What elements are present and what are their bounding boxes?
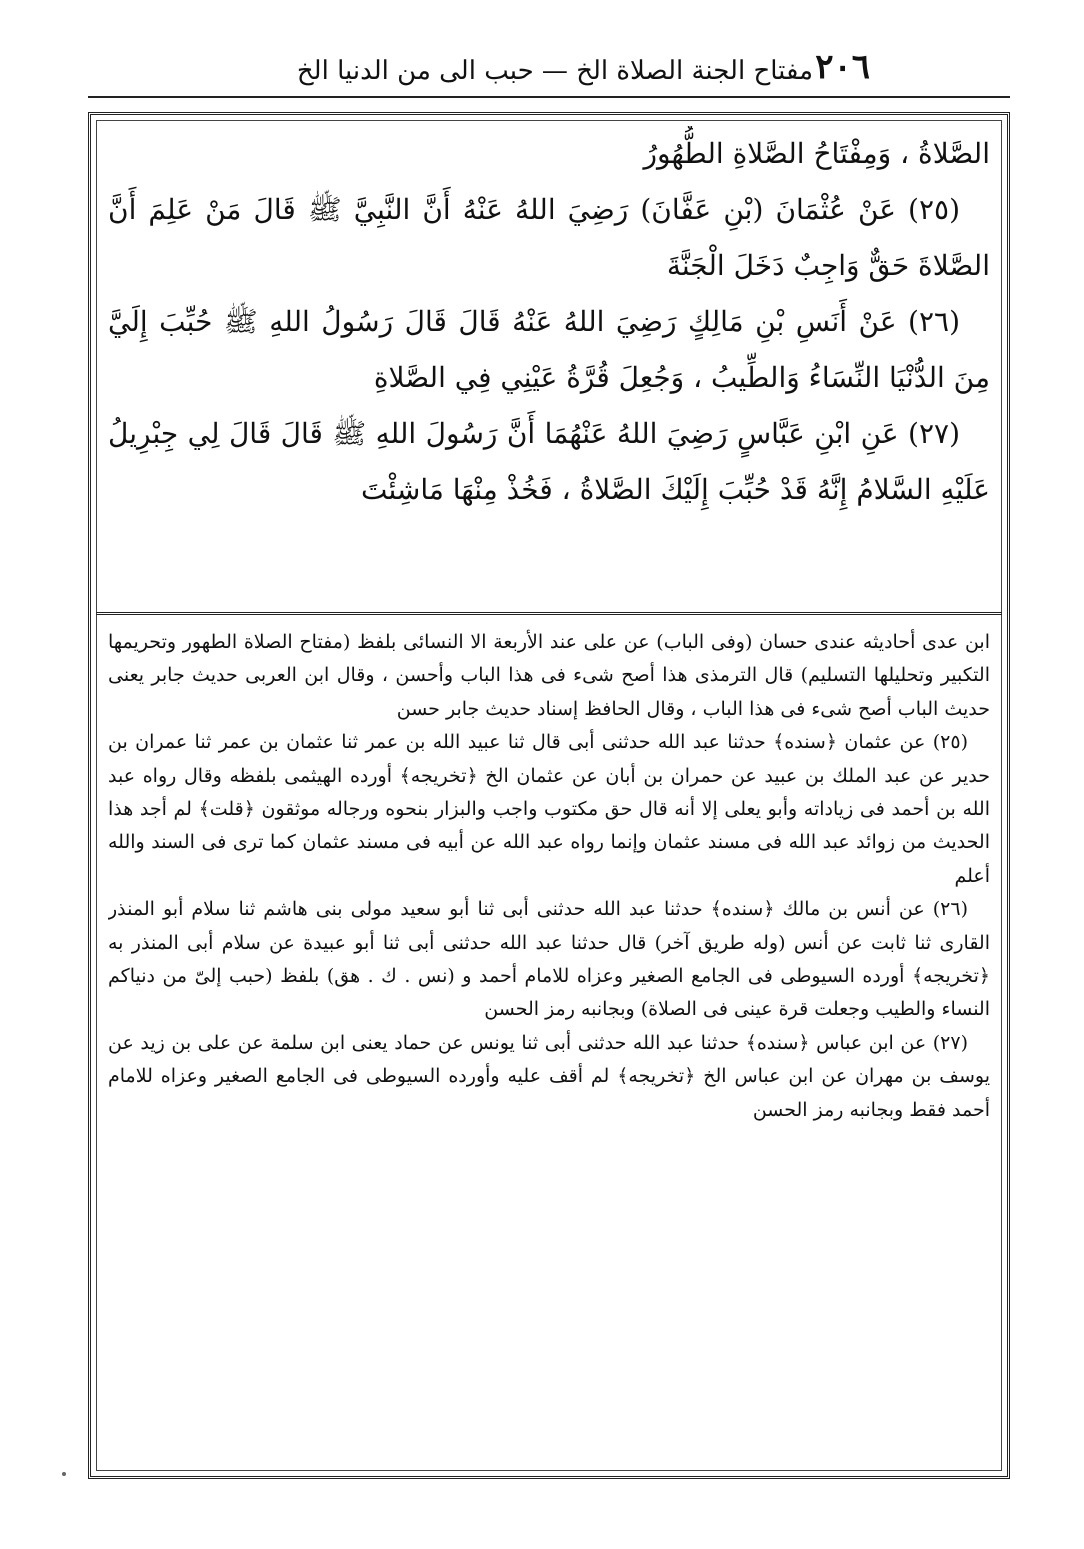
hadith-text-block [108, 126, 990, 606]
running-title: مفتاح الجنة الصلاة الخ — حبب الى من الدنيا الخ [296, 56, 814, 86]
commentary-intro: ابن عدى أحاديثه عندى حسان (وفى الباب) عن على عند الأربعة الا النسائى بلفظ (مفتاح الصلاة الطهور وتحريمها التكبير وتحليلها التسليم) قال الترمذى هذا أصح شىء فى هذا الباب وأحسن ، وقال ابن العربى حديث جابر يعنى حديث الباب أصح شىء فى هذا الباب ، وقال الحافظ إسناد حديث جابر حسن [108, 631, 990, 720]
commentary-25: (٢٥) عن عثمان ﴿سنده﴾ حدثنا عبد الله حدثنى أبى قال ثنا عبيد الله بن عمر ثنا عثمان بن عمر ثنا عمران بن حدير عن عبد الملك بن عبيد عن حمران بن أبان عن عثمان الخ ﴿تخريجه﴾ أورده الهيثمى بلفظه وقال رواه عبد الله بن أحمد فى زياداته وأبو يعلى إلا أنه قال حق مكتوب واجب والبزار بنحوه ورجاله موثقون ﴿قلت﴾ لم أجد هذا الحديث من زوائد عبد الله فى مسند عثمان وإنما رواه عبد الله عن أبيه فى مسند عثمان كما ترى فى السند والله أعلم [108, 731, 990, 887]
frame-divider [96, 612, 1002, 615]
commentary-26: (٢٦) عن أنس بن مالك ﴿سنده﴾ حدثنا عبد الله حدثنى أبى ثنا أبو سعيد مولى بنى هاشم ثنا سلام أبو المنذر القارى ثنا ثابت عن أنس (وله طريق آخر) قال حدثنا عبد الله حدثنى أبى ثنا أبو عبيدة عن سلام أبى المنذر به ﴿تخريجه﴾ أورده السيوطى فى الجامع الصغير وعزاه للامام أحمد و (نس . ك . هق) بلفظ (حبب إلىّ من دنياكم النساء والطيب وجعلت قرة عينى فى الصلاة) وبجانبه رمز الحسن [108, 898, 990, 1021]
header-rule [88, 96, 1010, 98]
hadith-25: (٢٥) عَنْ عُثْمَانَ (بْنِ عَفَّانَ) رَضِيَ اللهُ عَنْهُ أَنَّ النَّبِيَّ ﷺ قَالَ مَنْ عَلِمَ أَنَّ الصَّلاةَ حَقٌّ وَاجِبٌ دَخَلَ الْجَنَّةَ [108, 193, 990, 282]
hadith-continuation: الصَّلاةُ ، وَمِفْتَاحُ الصَّلاةِ الطُّهُورُ [643, 137, 990, 170]
page-number: ٢٠٦ [815, 47, 870, 87]
commentary-27: (٢٧) عن ابن عباس ﴿سنده﴾ حدثنا عبد الله حدثنى أبى ثنا يونس عن حماد يعنى ابن سلمة عن على بن زيد عن يوسف بن مهران عن ابن عباس الخ ﴿تخريجه﴾ لم أقف عليه وأورده السيوطى فى الجامع الصغير وعزاه للامام أحمد فقط وبجانبه رمز الحسن [108, 1031, 990, 1121]
hadith-26: (٢٦) عَنْ أَنَسِ بْنِ مَالِكٍ رَضِيَ اللهُ عَنْهُ قَالَ قَالَ رَسُولُ اللهِ ﷺ حُبِّبَ إِلَيَّ مِنَ الدُّنْيَا النِّسَاءُ وَالطِّيبُ ، وَجُعِلَ قُرَّةُ عَيْنِي فِي الصَّلاةِ [108, 305, 990, 394]
commentary-block [108, 626, 990, 1466]
hadith-27: (٢٧) عَنِ ابْنِ عَبَّاسٍ رَضِيَ اللهُ عَنْهُمَا أَنَّ رَسُولَ اللهِ ﷺ قَالَ قَالَ لِي جِبْرِيلُ عَلَيْهِ السَّلامُ إِنَّهُ قَدْ حُبِّبَ إِلَيْكَ الصَّلاةُ ، فَخُذْ مِنْهَا مَاشِئْتَ [108, 417, 990, 506]
margin-mark [62, 1472, 66, 1476]
